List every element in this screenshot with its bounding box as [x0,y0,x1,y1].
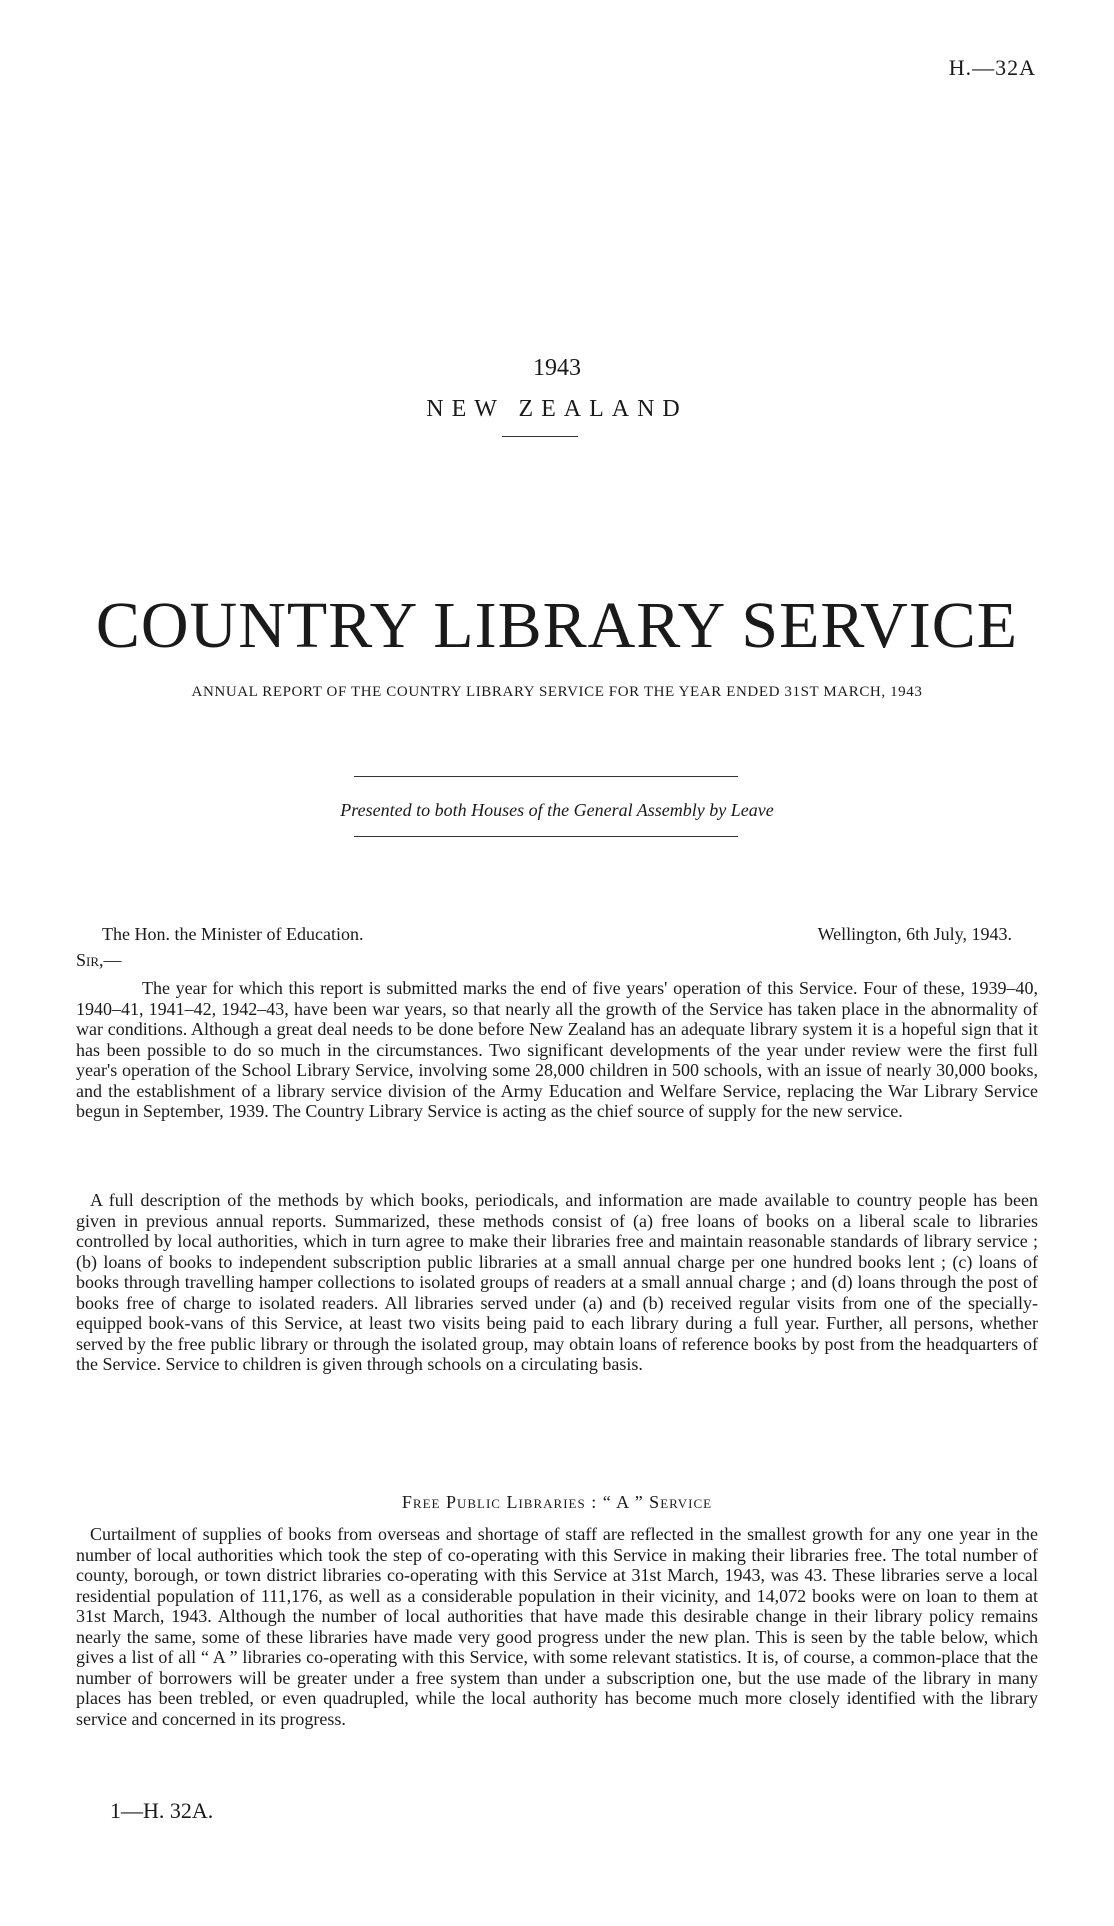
country-name: NEW ZEALAND [426,396,688,422]
body-paragraph: A full description of the methods by which books, periodicals, and information are made available to country people has been given in previous annual reports. Summarized, these methods consist of (a) free loans of books on a liberal scale to libraries controlled by local authorities, which in turn agree to make their libraries free and maintain reasonable standards of library service ; (b) loans of books to independent subscription public libraries at a small annual charge per one hundred books lent ; (c) loans of books through travelling hamper collections to isolated groups of readers at a small annual charge ; and (d) loans through the post of books free of charge to isolated readers. All libraries served under (a) and (b) received regular visits from one of the specially-equipped book-vans of this Service, at least two visits being paid to each library during a full year. Further, all persons, whether served by the free public library or through the isolated group, may obtain loans of reference books by post from the headquarters of the Service. Service to children is given through schools on a circulating basis. [76,1190,1038,1374]
body-paragraph: The year for which this report is submitted marks the end of five years' operation of this Service. Four of these, 1939–40, 1940–41, 1941–42, 1942–43, have been war years, so that nearly all the growth of the Service has taken place in the abnormality of war conditions. Although a great deal needs to be done before New Zealand has an adequate library system it is a hopeful sign that it has been possible to do so much in the circumstances. Two significant developments of the year under review were the first full year's operation of the School Library Service, involving some 28,000 children in 500 schools, with an issue of nearly 30,000 books, and the establishment of a library service division of the Army Education and Welfare Service, replacing the War Library Service begun in September, 1939. The Country Library Service is acting as the chief source of supply for the new service. [76,978,1038,1121]
lower-divider [354,836,738,837]
report-year: 1943 [533,355,581,381]
document-reference: H.—32A [948,55,1036,80]
place-date: Wellington, 6th July, 1943. [817,924,1012,944]
page-footer: 1—H. 32A. [110,1798,214,1823]
section-heading: Free Public Libraries : “ A ” Service [401,1492,713,1512]
section-paragraph: Curtailment of supplies of books from overseas and shortage of staff are reflected in the smallest growth for any one year in the number of local authorities which took the step of co-operating with this Service in making their libraries free. The total number of county, borough, or town district libraries co-operating with this Service at 31st March, 1943, was 43. These libraries serve a local residential population of 111,176, as well as a considerable population in their vicinity, and 14,072 books were on loan to them at 31st March, 1943. Although the number of local authorities that have made this desirable change in their library policy remains nearly the same, some of these libraries have made very good progress under the new plan. This is seen by the table below, which gives a list of all “ A ” libraries co-operating with this Service, with some relevant statistics. It is, of course, a common-place that the number of borrowers will be greater under a free system than under a subscription one, but the use made of the library in many places has been trebled, or even quadrupled, while the local authority has become much more closely identified with the library service and concerned in its progress. [76,1524,1038,1729]
short-divider [502,436,578,437]
addressee: The Hon. the Minister of Education. [102,924,364,944]
document-title: COUNTRY LIBRARY SERVICE [95,589,1019,662]
upper-divider [354,776,738,777]
presented-line: Presented to both Houses of the General Assembly by Leave [340,800,774,820]
salutation: Sir,— [76,950,122,970]
document-subtitle: ANNUAL REPORT OF THE COUNTRY LIBRARY SERVICE FOR THE YEAR ENDED 31ST MARCH, 1943 [191,684,923,700]
